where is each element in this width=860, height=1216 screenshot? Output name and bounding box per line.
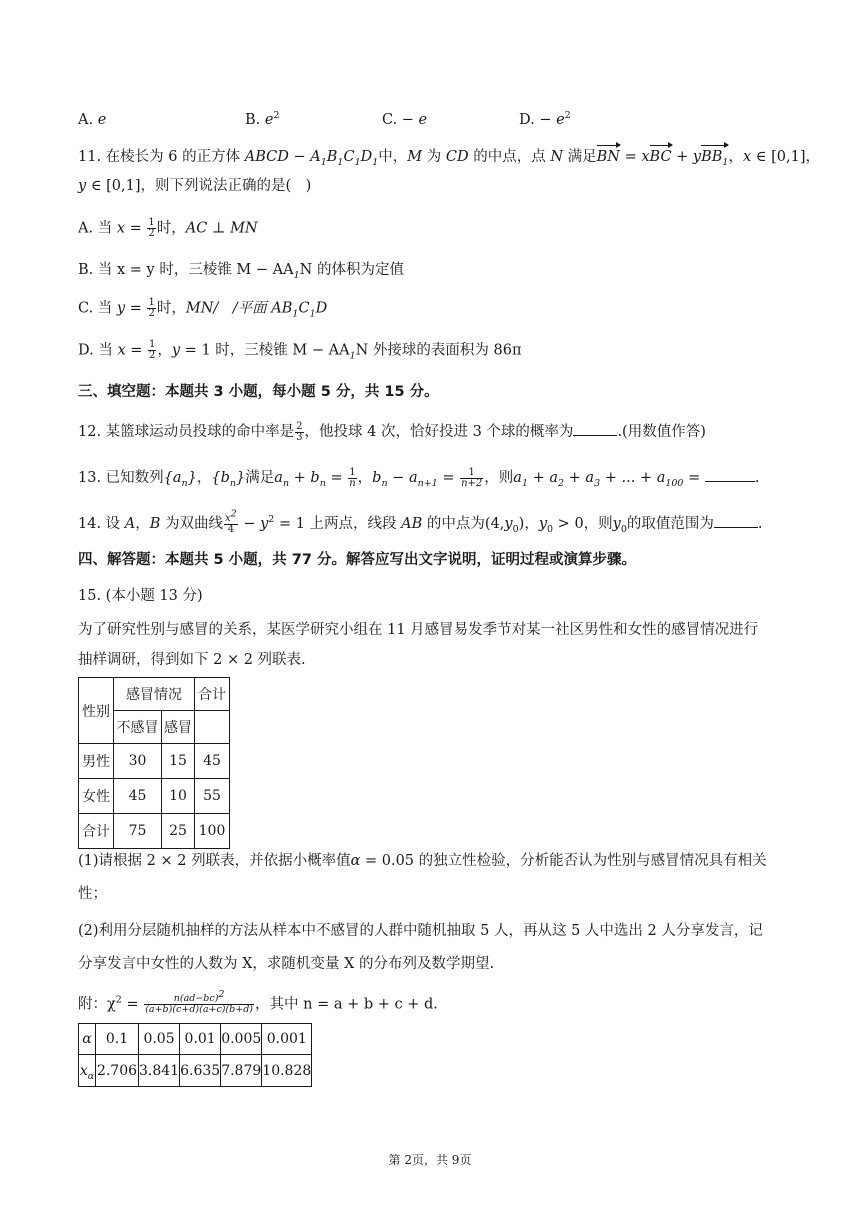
answer-blank-12 xyxy=(573,421,617,436)
question-11-line2: y ∈ [0,1]，则下列说法正确的是( ) xyxy=(78,178,312,194)
alpha-header: α xyxy=(79,1024,96,1055)
answer-blank-14 xyxy=(714,513,758,528)
x-alpha-value: 2.706 xyxy=(96,1055,139,1087)
question-11-option-a: A. 当 x = $\frac{1}{2}$ 时，AC ⊥ MN xyxy=(78,217,258,239)
appendix-formula: 附：$\chi^2$ = $\frac{n(ad-bc)^2}{(a+b)(c+d)(a+c)(b+d)}$ ，其中 n = a + b + c + d. xyxy=(78,988,438,1015)
alpha-value: 0.01 xyxy=(180,1024,221,1055)
answer-blank-13 xyxy=(705,467,755,482)
question-15-sub1-line1: (1)请根据 2 × 2 列联表，并依据小概率值α = 0.05 的独立性检验，分析能否认为性别与感冒情况具有相关 xyxy=(78,853,767,869)
alpha-row xyxy=(79,1024,312,1055)
question-11-option-d: D. 当 x = $\frac{1}{2}$ ，y = 1 时，三棱锥 $M - AA_1N$ 外接球的表面积为 86π xyxy=(78,339,522,362)
section-3-heading: 三、填空题：本题共 3 小题，每小题 5 分，共 15 分。 xyxy=(78,384,439,400)
cell-total: 100 xyxy=(195,814,230,849)
alpha-value: 0.05 xyxy=(139,1024,180,1055)
option-d: D. − $e^2$ xyxy=(519,110,571,128)
cell-total: 55 xyxy=(195,779,230,814)
question-15-sub2-line2: 分享发言中女性的人数为 X，求随机变量 X 的分布列及数学期望. xyxy=(78,956,495,972)
header-no-cold: 不感冒 xyxy=(114,711,162,744)
alpha-value: 0.1 xyxy=(96,1024,139,1055)
cell-no-cold: 30 xyxy=(114,744,162,779)
x-alpha-value: 7.879 xyxy=(221,1055,262,1087)
x-alpha-header: $x_\alpha$ xyxy=(79,1055,96,1087)
header-has-cold: 感冒 xyxy=(162,711,195,744)
question-11-option-c: C. 当 y = $\frac{1}{2}$ 时，MN/ /平面 $AB_1C_1D$ xyxy=(78,297,328,320)
alpha-value: 0.001 xyxy=(262,1024,312,1055)
contingency-table xyxy=(78,677,230,849)
question-15-para1: 为了研究性别与感冒的关系，某医学研究小组在 11 月感冒易发季节对某一社区男性和女性的感冒情况进行 xyxy=(78,622,759,638)
cell-no-cold: 45 xyxy=(114,779,162,814)
x-alpha-value: 10.828 xyxy=(262,1055,312,1087)
option-a: A. e xyxy=(78,112,107,128)
row-label: 合计 xyxy=(79,814,114,849)
cell-cold: 10 xyxy=(162,779,195,814)
table-row xyxy=(79,744,230,779)
cell-no-cold: 75 xyxy=(114,814,162,849)
cell-total: 45 xyxy=(195,744,230,779)
header-total-empty xyxy=(195,711,230,744)
page-footer: 第 2页，共 9页 xyxy=(388,1153,472,1167)
x-alpha-row xyxy=(79,1055,312,1087)
question-15-sub1-line2: 性； xyxy=(78,886,107,902)
question-12: 12. 某篮球运动员投球的命中率是 $\frac{2}{3}$ ，他投球 4 次，恰好投进 3 个球的概率为 .(用数值作答) xyxy=(78,420,706,443)
header-cold-status: 感冒情况 xyxy=(114,678,195,711)
row-label: 男性 xyxy=(79,744,114,779)
x-alpha-value: 6.635 xyxy=(180,1055,221,1087)
cell-cold: 15 xyxy=(162,744,195,779)
option-b: B. $e^2$ xyxy=(245,110,280,128)
question-15-para2: 抽样调研，得到如下 2 × 2 列联表. xyxy=(78,652,306,668)
option-c: C. − e xyxy=(382,112,428,128)
question-11-option-b: B. 当 x = y 时，三棱锥 $M - AA_1N$ 的体积为定值 xyxy=(78,262,404,281)
x-alpha-value: 3.841 xyxy=(139,1055,180,1087)
table-row xyxy=(79,814,230,849)
critical-value-table xyxy=(78,1023,312,1087)
cell-cold: 25 xyxy=(162,814,195,849)
table-row xyxy=(79,779,230,814)
header-gender: 性别 xyxy=(79,678,114,744)
question-11-line1: 11. 在棱长为 6 的正方体 ABCD − $A_1B_1C_1D_1$中，M 为 CD 的中点，点 N 满足BN = xBC + yBB$_1$，x ∈ [0,1]， xyxy=(78,149,820,168)
question-15-header: 15. (本小题 13 分) xyxy=(78,588,203,604)
row-label: 女性 xyxy=(79,779,114,814)
question-14: 14. 设 A，B 为双曲线 $\frac{x^2}{4}$ − $y^2 = 1$ 上两点，线段 AB 的中点为$(4,y_0)$，$y_0 > 0$，则$y_0$的取值范围为 . xyxy=(78,508,763,535)
alpha-value: 0.005 xyxy=(221,1024,262,1055)
section-4-heading: 四、解答题：本题共 5 小题，共 77 分。解答应写出文字说明，证明过程或演算步骤。 xyxy=(78,552,636,568)
question-13: 13. 已知数列$\{a_n\}$，$\{b_n\}$满足$a_n + b_n$ = $\frac{1}{n}$ ，$b_n - a_{n+1}$ = $\frac{1}{n+2}$ ，则$a_1 + a_2 + a_3$ + ... + $a_{100}$ = . xyxy=(78,466,760,489)
header-total: 合计 xyxy=(195,678,230,711)
question-15-sub2-line1: (2)利用分层随机抽样的方法从样本中不感冒的人群中随机抽取 5 人，再从这 5 人中选出 2 人分享发言，记 xyxy=(78,923,763,939)
